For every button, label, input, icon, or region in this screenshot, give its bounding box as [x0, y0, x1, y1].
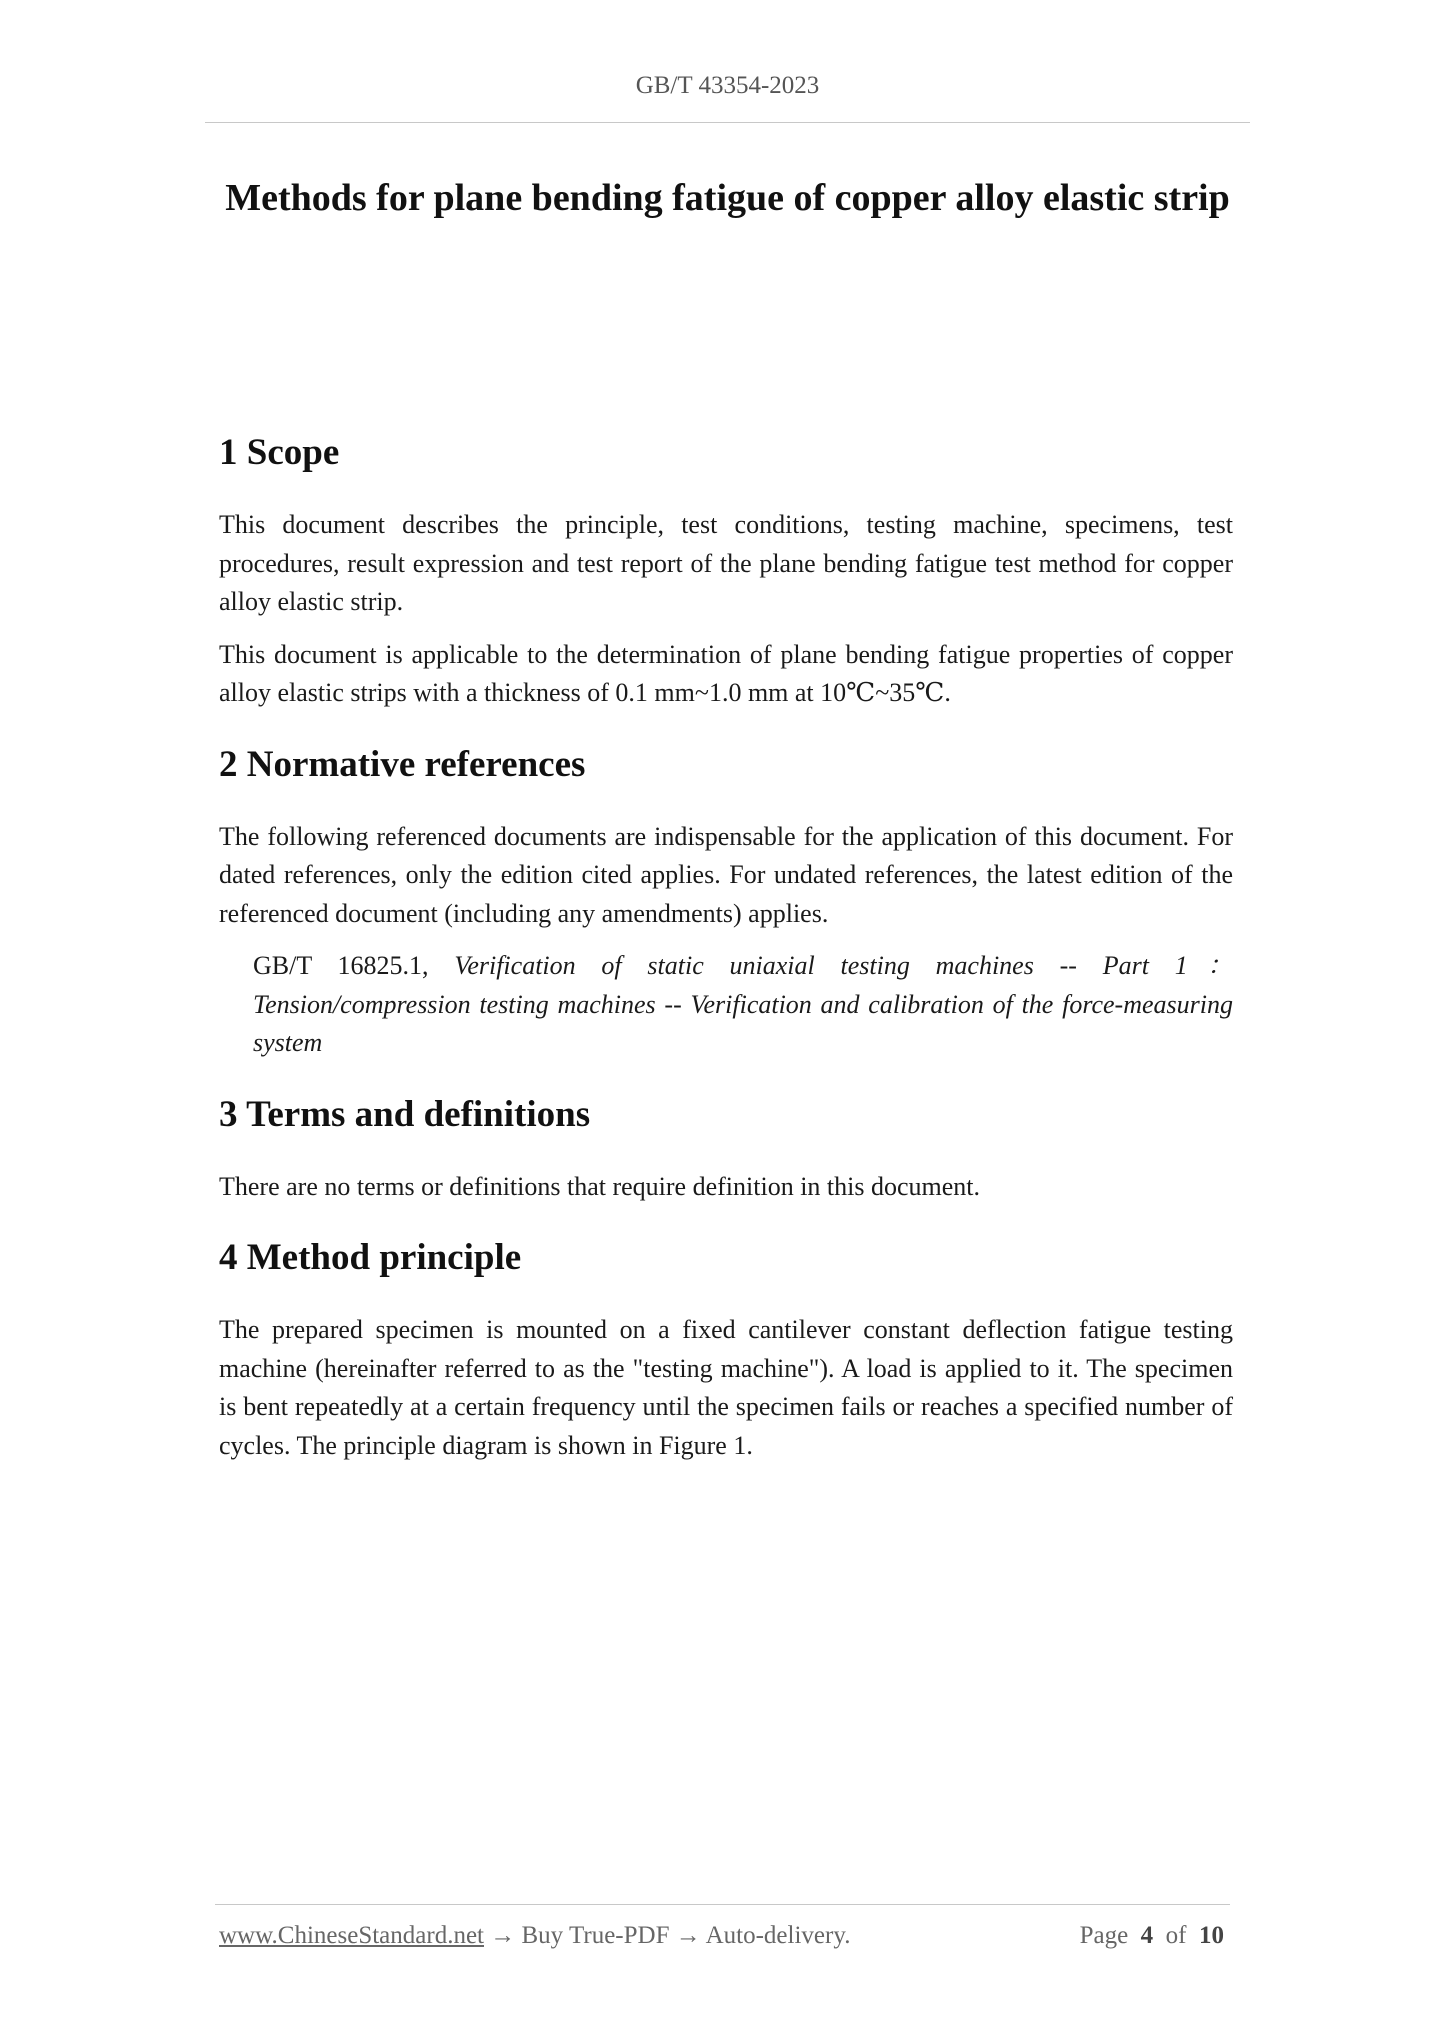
footer-divider — [215, 1904, 1230, 1905]
page-total: 10 — [1199, 1922, 1224, 1949]
site-link[interactable]: www.ChineseStandard.net — [219, 1922, 484, 1949]
scope-paragraph-1: This document describes the principle, test conditions, testing machine, specimens, test procedures, result expression and test report of the plane bending fatigue test method for copper alloy elastic strip. — [219, 510, 1233, 616]
reference-item — [253, 947, 1233, 1063]
normative-paragraph-1: The following referenced documents are indispensable for the application of this document. For dated references, only the edition cited applies. For undated references, the latest edition of the referenced document (including any amendments) applies. — [219, 821, 1233, 928]
section-heading-scope: 1 Scope — [219, 432, 340, 473]
reference-code: GB/T 16825.1, — [253, 951, 429, 980]
reference-title: Verification of static uniaxial testing machines -- Part 1： Tension/compression testing machines -- Verification and calibration of the force-measuring system — [253, 951, 1233, 1057]
running-header: GB/T 43354-2023 — [635, 72, 820, 99]
section-heading-normative-references: 2 Normative references — [219, 743, 586, 785]
document-title: Methods for plane bending fatigue of copper alloy elastic strip — [225, 177, 1230, 219]
footer-promo — [219, 1922, 850, 1950]
principle-paragraph-1: The prepared specimen is mounted on a fixed cantilever constant deflection fatigue testing machine (hereinafter referred to as the "testing machine"). A load is applied to it. The specimen is bent repeatedly at a certain frequency until the specimen fails or reaches a specified number of cycles. The principle diagram is shown in Figure 1. — [219, 1315, 1233, 1460]
terms-paragraph-1: There are no terms or definitions that require definition in this document. — [219, 1171, 981, 1201]
section-heading-terms: 3 Terms and definitions — [219, 1093, 591, 1135]
page-footer — [219, 1922, 1224, 1950]
document-body — [219, 425, 1233, 1465]
section-heading-principle: 4 Method principle — [219, 1237, 522, 1278]
header-divider — [205, 122, 1250, 123]
buy-text: → Buy True-PDF → Auto-delivery. — [490, 1922, 851, 1949]
page-current: 4 — [1140, 1922, 1154, 1949]
scope-paragraph-2: This document is applicable to the determination of plane bending fatigue properties of copper alloy elastic strips with a thickness of 0.1 mm~1.0 mm at 10℃~35℃. — [219, 639, 1233, 707]
page-number: Page 4 of 10 — [1079, 1922, 1224, 1949]
